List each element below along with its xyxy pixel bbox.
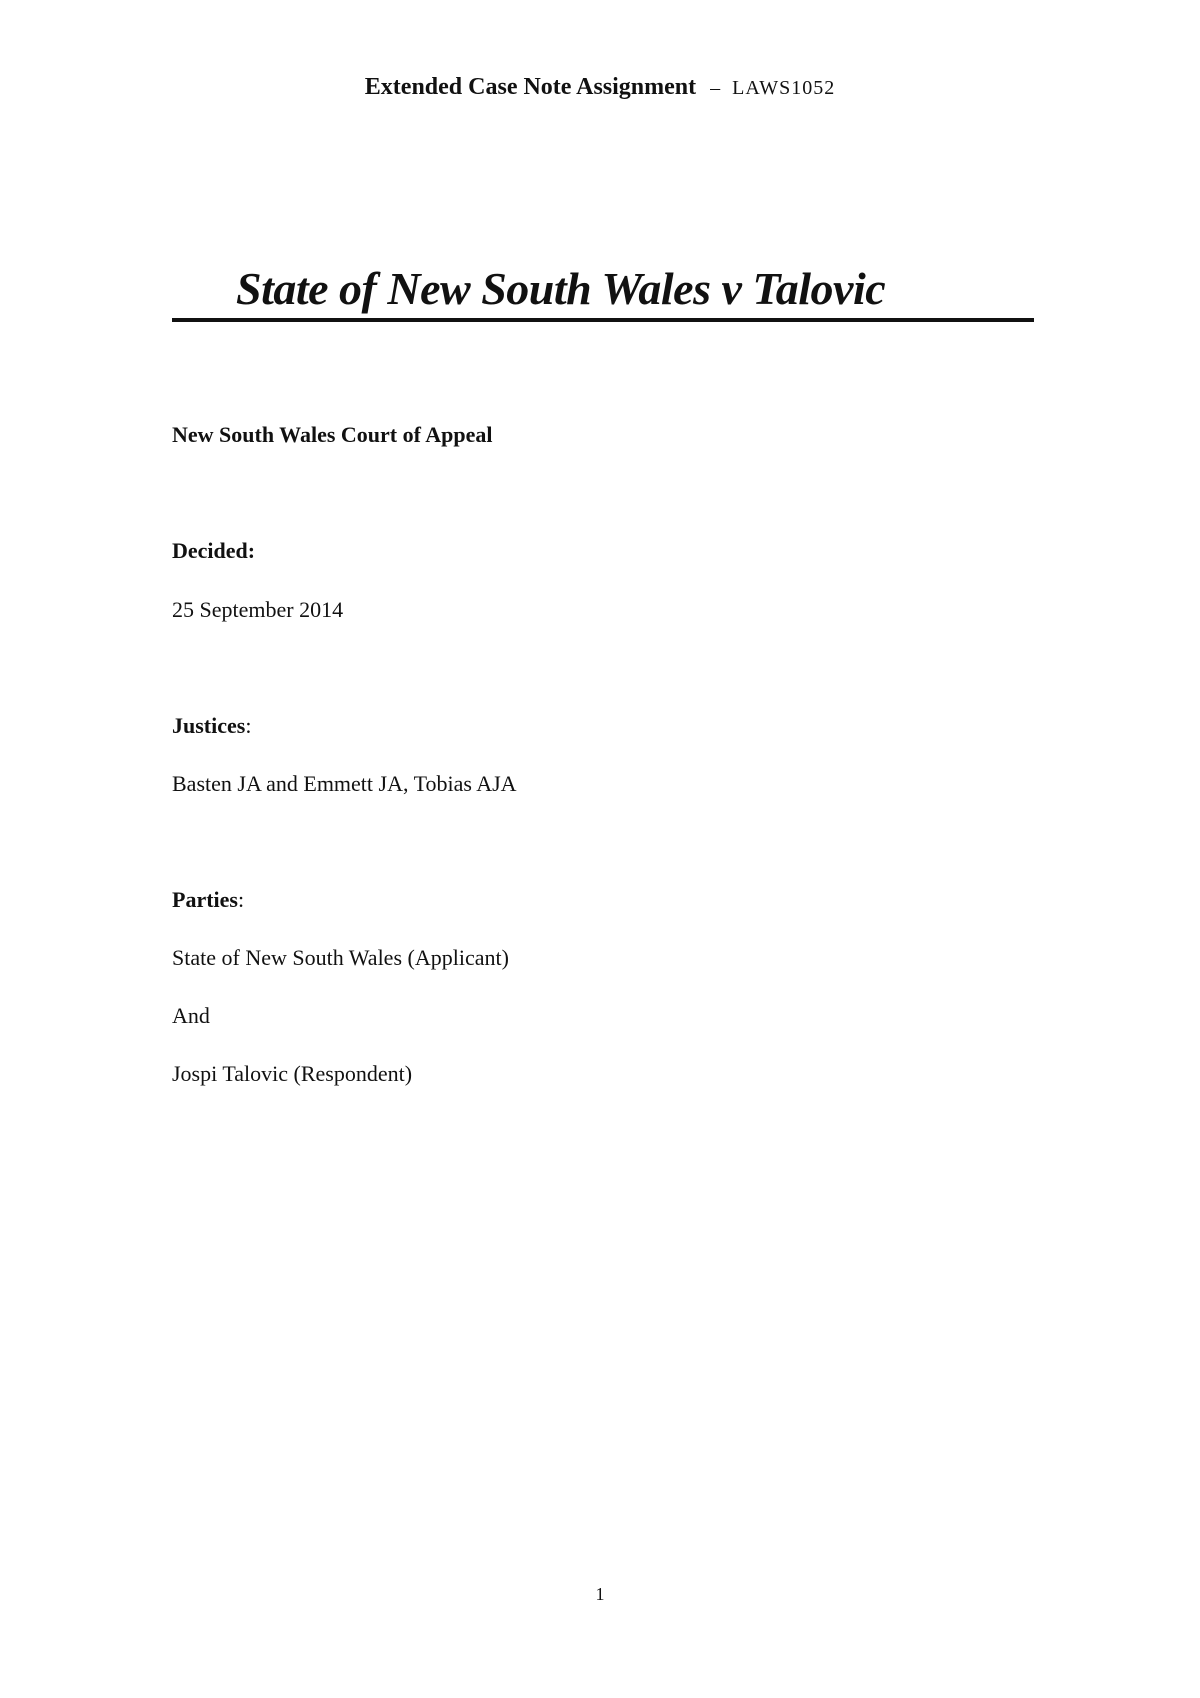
header-course-code: LAWS1052 xyxy=(732,77,836,99)
court-name: New South Wales Court of Appeal xyxy=(172,422,493,447)
party-respondent: Jospi Talovic (Respondent) xyxy=(172,1061,413,1086)
parties-label: Parties xyxy=(172,887,238,912)
party-applicant: State of New South Wales (Applicant) xyxy=(172,945,509,970)
decided-label: Decided: xyxy=(172,538,256,563)
justices-names: Basten JA and Emmett JA, Tobias AJA xyxy=(172,771,517,796)
header-title: Extended Case Note Assignment xyxy=(364,74,697,100)
parties-heading xyxy=(172,887,244,913)
header-separator: – xyxy=(710,77,721,99)
case-title: State of New South Wales v Talovic xyxy=(236,263,886,314)
title-underline xyxy=(172,318,1034,322)
running-header xyxy=(0,74,1200,101)
decided-date: 25 September 2014 xyxy=(172,597,344,622)
justices-colon: : xyxy=(245,713,252,738)
justices-label: Justices xyxy=(172,713,246,738)
page-number: 1 xyxy=(595,1584,605,1604)
party-conjunction: And xyxy=(172,1003,210,1028)
justices-heading xyxy=(172,713,251,739)
parties-colon: : xyxy=(237,887,245,912)
